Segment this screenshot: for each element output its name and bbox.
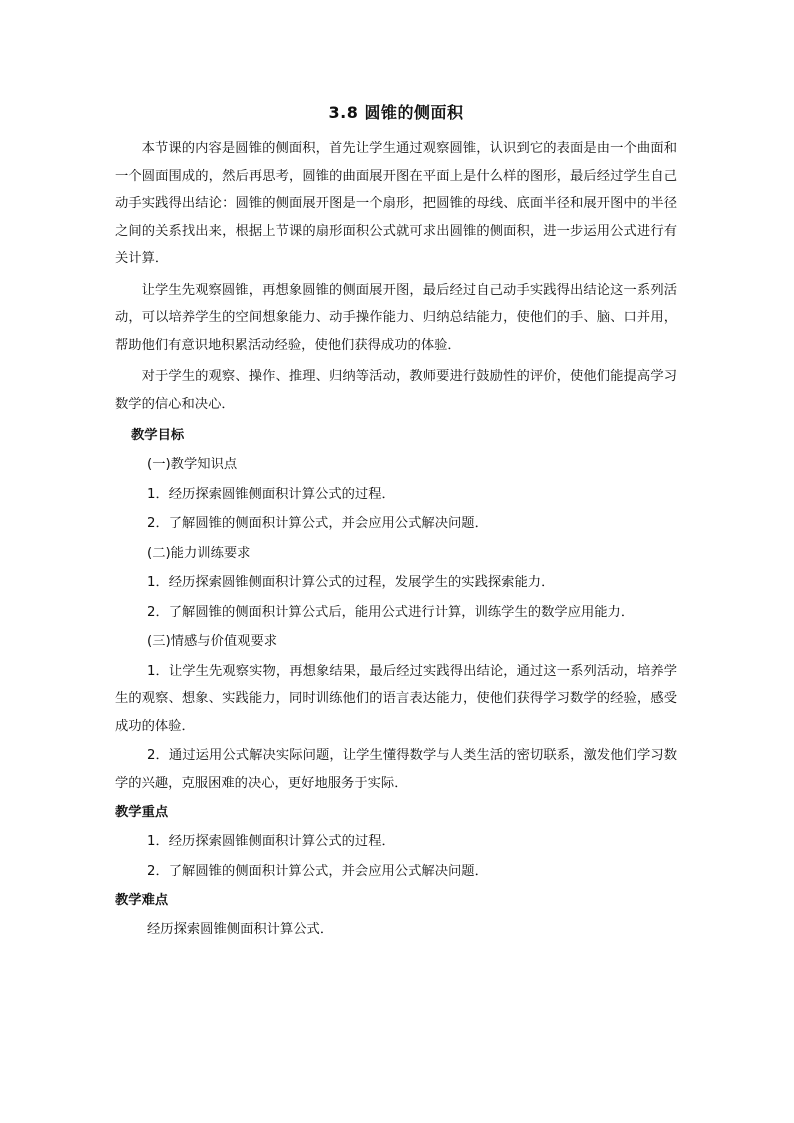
emotion-subheading: (三)情感与价值观要求	[147, 634, 278, 649]
ability-item-1: 1．经历探索圆锥侧面积计算公式的过程，发展学生的实践探索能力．	[147, 575, 555, 590]
emotion-item-1: 1．让学生先观察实物，再想象结果，最后经过实践得出结论，通过这一系列活动，培养学生的观察、想象、实践能力，同时训练他们的语言表达能力，使他们获得学习数学的经验，感受成功的体验．	[115, 663, 677, 734]
key-points-heading: 教学重点	[115, 805, 169, 820]
objectives-heading: 教学目标	[131, 428, 185, 443]
difficulties-text: 经历探索圆锥侧面积计算公式．	[147, 922, 334, 937]
knowledge-item-1: 1．经历探索圆锥侧面积计算公式的过程．	[147, 486, 395, 502]
intro-paragraph-1: 本节课的内容是圆锥的侧面积，首先让学生通过观察圆锥，认识到它的表面是由一个曲面和一个圆面围成的，然后再思考，圆锥的曲面展开图在平面上是什么样的图形，最后经过学生自己动手实践得出结论：圆锥的侧面展开图是一个扇形，把圆锥的母线、底面半径和展开图中的半径之间的关系找出来，根据上节课的扇形面积公式就可求出圆锥的侧面积，进一步运用公式进行有关计算．	[115, 141, 677, 266]
intro-paragraph-3: 对于学生的观察、操作、推理、归纳等活动，教师要进行鼓励性的评价，使他们能提高学习数学的信心和决心．	[115, 369, 677, 412]
knowledge-item-2: 2．了解圆锥的侧面积计算公式，并会应用公式解决问题．	[147, 516, 488, 531]
ability-item-2: 2．了解圆锥的侧面积计算公式后，能用公式进行计算，训练学生的数学应用能力．	[147, 604, 635, 620]
difficulties-heading: 教学难点	[115, 893, 169, 908]
document-page	[115, 100, 677, 946]
emotion-item-2: 2．通过运用公式解决实际问题，让学生懂得数学与人类生活的密切联系，激发他们学习数学的兴趣，克服困难的决心，更好地服务于实际．	[115, 748, 677, 791]
knowledge-subheading: (一)教学知识点	[147, 457, 238, 472]
document-title: 3.8 圆锥的侧面积	[328, 103, 464, 122]
key-point-item-2: 2．了解圆锥的侧面积计算公式，并会应用公式解决问题．	[147, 863, 488, 879]
ability-subheading: (二)能力训练要求	[147, 545, 251, 561]
intro-paragraph-2: 让学生先观察圆锥，再想象圆锥的侧面展开图，最后经过自己动手实践得出结论这一系列活动，可以培养学生的空间想象能力、动手操作能力、归纳总结能力，使他们的手、脑、口并用，帮助他们有意识地积累活动经验，使他们获得成功的体验．	[115, 282, 677, 353]
key-point-item-1: 1．经历探索圆锥侧面积计算公式的过程．	[147, 834, 395, 849]
